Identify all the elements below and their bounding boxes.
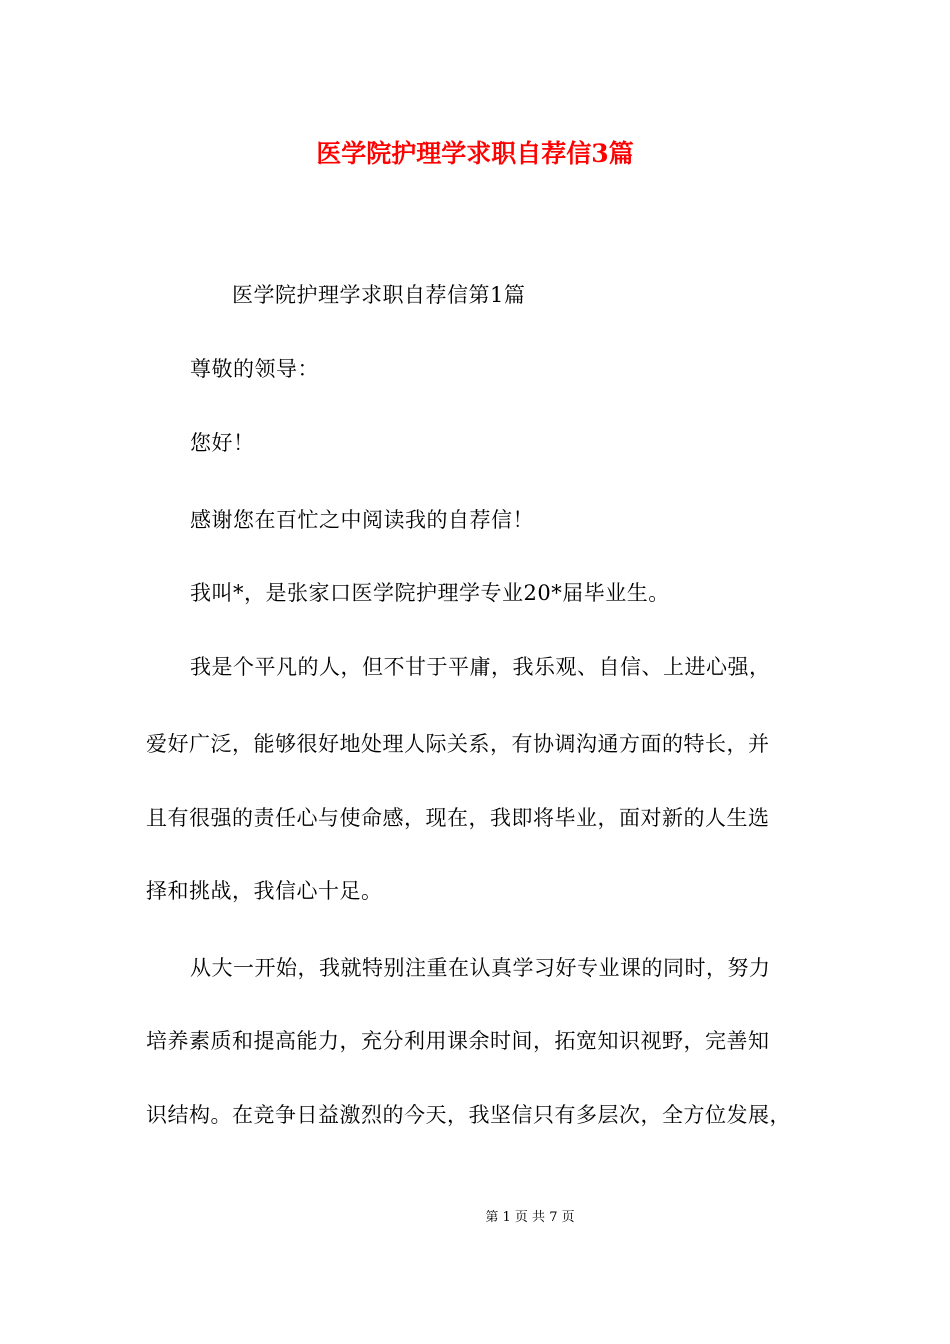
body-line: 我是个平凡的人，但不甘于平庸，我乐观、自信、上进心强，: [190, 655, 771, 679]
body-line: 我叫*，是张家口医学院护理学专业20*届毕业生。: [190, 581, 670, 605]
body-line: 感谢您在百忙之中阅读我的自荐信！: [190, 508, 534, 532]
page-footer: 第 1 页 共 7 页: [485, 1210, 575, 1225]
body-line: 择和挑战，我信心十足。: [146, 879, 383, 903]
salutation: 尊敬的领导：: [190, 357, 319, 381]
body-line: 且有很强的责任心与使命感，现在，我即将毕业，面对新的人生选: [146, 806, 770, 830]
body-line: 培养素质和提高能力，充分利用课余时间，拓宽知识视野，完善知: [146, 1029, 770, 1053]
document-title: 医学院护理学求职自荐信3篇: [316, 139, 634, 168]
body-line: 爱好广泛，能够很好地处理人际关系，有协调沟通方面的特长，并: [146, 732, 770, 756]
greeting: 您好！: [190, 431, 255, 455]
body-line: 从大一开始，我就特别注重在认真学习好专业课的同时，努力: [190, 956, 771, 980]
section-heading: 医学院护理学求职自荐信第1篇: [232, 283, 526, 307]
body-line: 识结构。在竞争日益激烈的今天，我坚信只有多层次，全方位发展，: [146, 1103, 791, 1127]
